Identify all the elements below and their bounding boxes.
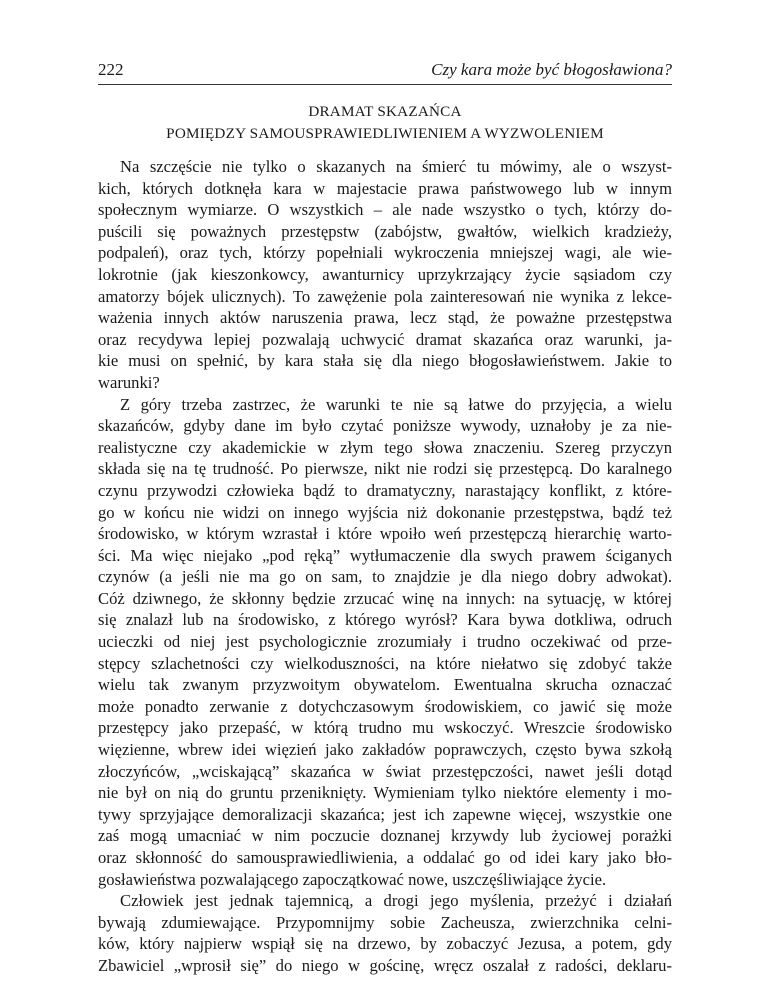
text-line: bywają zdumiewające. Przypomnijmy sobie Zacheusza, zwierzchnika celni-: [98, 912, 672, 932]
text-line: ucieczki od niej jest psychologicznie zrozumiały i trudno oczekiwać od prze-: [98, 632, 672, 652]
text-line: zaś mogą umacniać w nim poczucie doznanej krzywdy lub życiowej porażki: [98, 826, 672, 846]
running-header: [98, 58, 672, 85]
text-line: Zbawiciel „wprosił się” do niego w gościnę, wręcz oszalał z radości, deklaru-: [98, 955, 672, 975]
text-line: Na szczęście nie tylko o skazanych na śmierć tu mówimy, ale o wszyst-: [120, 157, 672, 176]
text-line: stępcy szlachetności czy wielkoduszności, na które niełatwo się zdobyć także: [98, 653, 672, 673]
text-line: się znalazł lub na środowisko, z którego wyrósł? Kara bywa dotkliwa, odruch: [98, 610, 672, 630]
text-line: lokrotnie (jak kieszonkowcy, awanturnicy uprzykrzający życie sąsiadom czy: [98, 264, 672, 284]
text-line: oraz recydywa lepiej pozwalają uchwycić dramat skazańca oraz warunki, ja-: [98, 329, 672, 349]
text-line: czynów (a jeśli nie ma go on sam, to znajdzie je dla niego dobry adwokat).: [98, 567, 672, 587]
text-line: tywy sprzyjające demoralizacji skazańca; jest ich zapewne więcej, wszystkie one: [98, 804, 672, 824]
body-text: [98, 156, 672, 977]
text-line: ści. Ma więc niejako „pod ręką” wytłumaczenie dla swych prawem ściganych: [98, 545, 672, 565]
text-line: przestępcy jako przepaść, w którą trudno mu wskoczyć. Wreszcie środowisko: [98, 718, 672, 738]
text-line: może ponadto zerwanie z dotychczasowym środowiskiem, co jawić się może: [98, 696, 672, 716]
text-line: warunki?: [98, 372, 160, 392]
text-line: więzienne, wbrew idei więzień jako zakładów poprawczych, często bywa szkołą: [98, 740, 672, 760]
running-title: Czy kara może być błogosławiona?: [431, 60, 672, 79]
text-line: kich, których dotknęła kara w majestacie prawa państwowego lub w innym: [98, 178, 672, 198]
chapter-title-line: DRAMAT SKAZAŃCA: [308, 103, 462, 120]
chapter-title: [98, 101, 672, 145]
page-number: 222: [98, 60, 124, 79]
paragraph: [98, 890, 672, 976]
text-line: kie musi on spełnić, by kara stała się dla niego błogosławieństwem. Jakie to: [98, 351, 672, 371]
text-line: amatorzy bójek ulicznych). To zawężenie pola zainteresowań nie wynika z lekce-: [98, 286, 672, 306]
chapter-title-line: POMIĘDZY SAMOUSPRAWIEDLIWIENIEM A WYZWOLENIEM: [166, 125, 604, 142]
text-line: Cóż dziwnego, że skłonny będzie zrzucać winę na innych: na sytuację, w której: [98, 588, 672, 608]
paragraph: [98, 156, 672, 394]
text-line: gosławieństwa pozwalającego zapoczątkować nowe, uszczęśliwiające życie.: [98, 869, 607, 889]
text-line: społecznym wymiarze. O wszystkich – ale nade wszystko o tych, którzy do-: [98, 200, 672, 220]
text-line: środowisko, w którym wzrastał i które wpoiło weń przestępczą hierarchię warto-: [98, 524, 672, 544]
text-line: oraz skłonność do samousprawiedliwienia, a oddalać go od idei kary jako bło-: [98, 848, 672, 867]
text-line: złoczyńców, „wciskającą” skazańca w świat przestępczości, nawet jeśli dotąd: [98, 761, 672, 781]
text-line: czynu przywodzi człowieka bądź to dramatyczny, narastający konflikt, z które-: [98, 480, 672, 500]
text-line: nie był on nią do gruntu przeniknięty. Wymieniam tylko niektóre elementy i mo-: [98, 783, 672, 803]
text-line: podpaleń), oraz tych, którzy popełniali wykroczenia mniejszej wagi, ale wie-: [98, 243, 672, 263]
text-line: ważenia innych aktów naruszenia prawa, lecz stąd, że poważne przestępstwa: [98, 308, 672, 328]
text-line: go w końcu nie widzi on innego wyjścia niż dokonanie przestępstwa, bądź też: [98, 502, 672, 522]
text-line: ków, który najpierw wspiął się na drzewo, by zobaczyć Jezusa, a potem, gdy: [98, 934, 672, 954]
text-line: składa się na tę trudność. Po pierwsze, nikt nie rodzi się przestępcą. Do karalnego: [98, 459, 672, 479]
text-line: wielu tak zwanym przyzwoitym obywatelom. Ewentualna skrucha oznaczać: [98, 675, 672, 695]
text-line: skazańców, gdyby dane im było czytać poniższe wywody, uznałoby je za nie-: [98, 416, 672, 436]
text-line: puścili się poważnych przestępstw (zabójstw, gwałtów, wielkich kradzieży,: [98, 221, 672, 241]
text-line: Z góry trzeba zastrzec, że warunki te nie są łatwe do przyjęcia, a wielu: [120, 394, 672, 414]
paragraph: [98, 394, 672, 891]
text-line: realistyczne czy akademickie w złym tego słowa znaczeniu. Szereg przyczyn: [98, 437, 672, 457]
text-line: Człowiek jest jednak tajemnicą, a drogi jego myślenia, przeżyć i działań: [120, 891, 672, 911]
